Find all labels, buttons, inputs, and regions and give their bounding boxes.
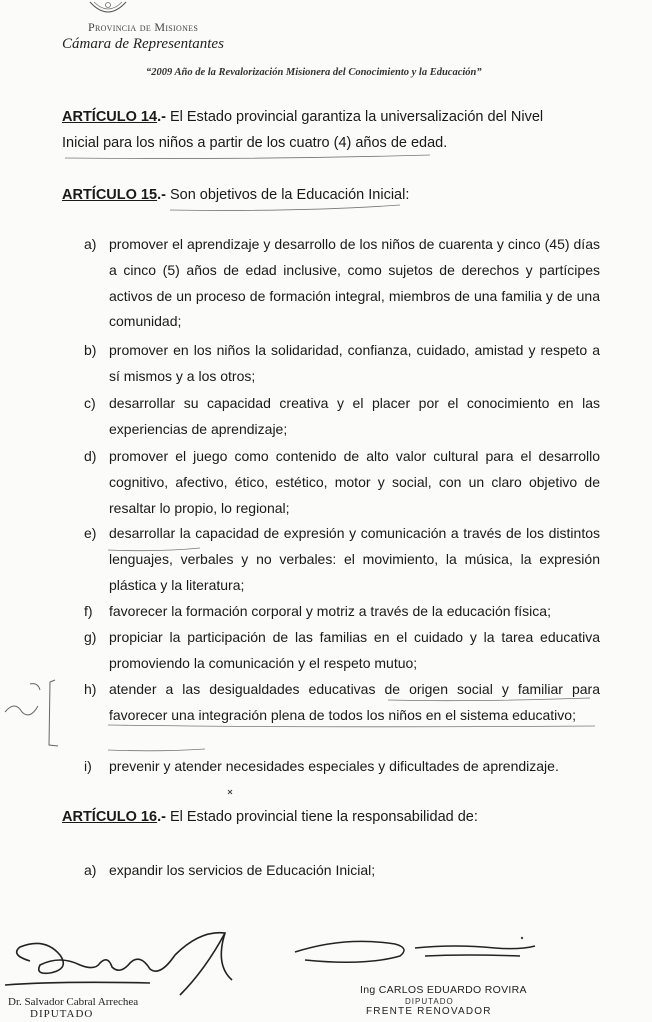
item-text: propiciar la participación de las familias en el cuidado y la tarea educativa promoviendo la comunicación y el respeto mutuo; (109, 629, 600, 671)
chamber-name: Cámara de Representantes (62, 36, 224, 52)
article-14-separator: .- (157, 109, 170, 125)
item-text: promover el aprendizaje y desarrollo de los niños de cuarenta y cinco (45) días a cinco (5) años de edad inclusive, como sujetos de derechos y partícipes activos de un proceso de formación integral, miembros de una familia y de una comunidad; (109, 236, 600, 330)
right-signatory-name: Ing CARLOS EDUARDO ROVIRA (360, 984, 527, 996)
item-label: g) (84, 629, 97, 645)
article-16-title: ARTÍCULO 16 (62, 809, 158, 825)
left-signature-icon (0, 925, 250, 1000)
right-signatory-title: DIPUTADO (405, 997, 454, 1006)
article-16-separator: .- (157, 809, 170, 825)
left-signatory-title: DIPUTADO (30, 1008, 94, 1020)
right-signatory-party: FRENTE RENOVADOR (366, 1006, 492, 1017)
item-label: i) (84, 758, 92, 774)
item-text: promover el juego como contenido de alto valor cultural para el desarrollo cognitivo, afectivo, ético, estético, motor y social, con un claro objetivo de resaltar lo propio, lo regional; (109, 448, 600, 516)
item-label: c) (84, 395, 96, 411)
item-label: b) (84, 342, 97, 358)
article-14-text-1: El Estado provincial garantiza la universalización del Nivel (169, 109, 544, 125)
item-text: prevenir y atender necesidades especiales y dificultades de aprendizaje. (109, 758, 559, 774)
year-motto: “2009 Año de la Revalorización Misionera del Conocimiento y la Educación” (146, 67, 482, 78)
article-14-title: ARTÍCULO 14 (62, 109, 158, 125)
item-text: desarrollar la capacidad de expresión y comunicación a través de los distintos lenguajes, verbales y no verbales: el movimiento, la música, la expresión plástica y la literatura; (109, 525, 600, 593)
item-label: f) (84, 603, 93, 619)
item-text: expandir los servicios de Educación Inicial; (109, 862, 376, 878)
article-15-title: ARTÍCULO 15 (62, 187, 158, 203)
item-text: favorecer la formación corporal y motriz a través de la educación física; (109, 603, 551, 619)
item-label: a) (84, 862, 97, 878)
article-15-intro: Son objetivos de la Educación Inicial: (169, 187, 410, 203)
province-name: Provincia de Misiones (88, 20, 199, 34)
item-label: a) (84, 236, 97, 252)
item-label: d) (84, 448, 97, 464)
item-label: e) (84, 525, 97, 541)
article-14-text-2: Inicial para los niños a partir de los cuatro (4) años de edad. (62, 135, 448, 151)
right-signature-icon (285, 930, 545, 980)
item-label: h) (84, 681, 97, 697)
left-signatory-name: Dr. Salvador Cabral Arrechea (8, 996, 139, 1008)
article-15-separator: .- (157, 187, 170, 203)
item-text: promover en los niños la solidaridad, confianza, cuidado, amistad y respeto a sí mismos y a los otros; (109, 342, 600, 384)
item-text: atender a las desigualdades educativas de origen social y familiar para favorecer una integración plena de todos los niños en el sistema educativo; (109, 681, 600, 723)
article-16-intro: El Estado provincial tiene la responsabilidad de: (169, 809, 478, 825)
item-text: desarrollar su capacidad creativa y el placer por el conocimiento en las experiencias de aprendizaje; (109, 395, 600, 437)
